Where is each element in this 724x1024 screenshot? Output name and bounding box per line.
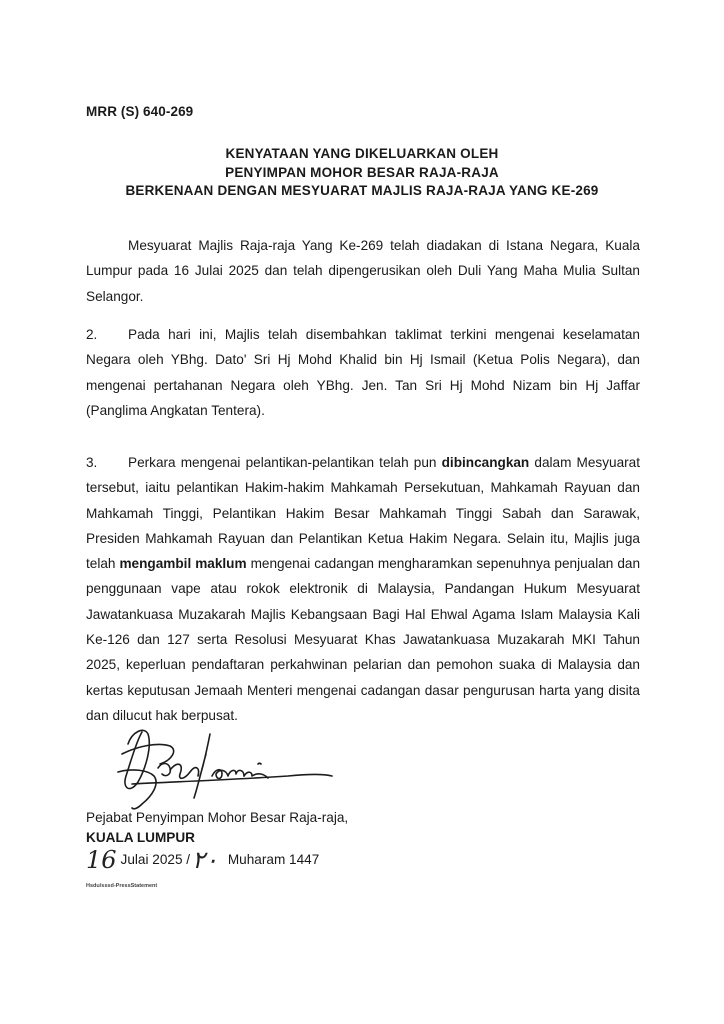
paragraph-2 [86, 322, 640, 423]
paragraph-1 [86, 233, 640, 309]
paragraph-3-text-c: mengenai cadangan mengharamkan sepenuhnya penjualan dan penggunaan vape atau rokok elektronik di Malaysia, Pandangan Hukum Mesyuarat Jawatankuasa Muzakarah Majlis Kebangsaan Bagi Hal Ehwal Agama Islam Malaysia Kali Ke-126 dan 127 serta Resolusi Mesyuarat Khas Jawatankuasa Muzakarah MKI Tahun 2025, keperluan pendaftaran perkahwinan pelarian dan pemohon suaka di Malaysia dan kertas keputusan Jemaah Menteri mengenai cadangan dasar pengurusan harta yang disita dan dilucut hak berpusat. [86, 556, 641, 723]
file-reference: Hsdu/sssd-PressStatement [86, 883, 158, 889]
hijri-date-text: Muharam 1447 [227, 852, 320, 867]
document-title [86, 145, 638, 201]
gregorian-date-text: Julai 2025 / [120, 852, 191, 867]
paragraph-2-number: 2. [86, 327, 98, 342]
paragraph-1-text: Mesyuarat Majlis Raja-raja Yang Ke-269 telah diadakan di Istana Negara, Kuala Lumpur pada 16 Julai 2025 dan telah dipengerusikan oleh Duli Yang Maha Mulia Sultan Selangor. [86, 238, 640, 304]
title-line-3: BERKENAAN DENGAN MESYUARAT MAJLIS RAJA-RAJA YANG KE-269 [125, 183, 599, 198]
reference-number: MRR (S) 640-269 [86, 104, 194, 119]
handwritten-signature [108, 724, 338, 816]
paragraph-3-text-a: Perkara mengenai pelantikan-pelantikan telah pun [128, 455, 437, 470]
paragraph-3-text-b: dalam Mesyuarat tersebut, iaitu pelantikan Hakim-hakim Mahkamah Persekutuan, Mahkamah Rayuan dan Mahkamah Tinggi, Pelantikan Hakim Besar Mahkamah Tinggi Sabah dan Sarawak, Presiden Mahkamah Rayuan dan Pelantikan Ketua Hakim Negara. Selain itu, Majlis juga telah [86, 455, 641, 572]
issuing-office [86, 808, 348, 848]
office-city: KUALA LUMPUR [86, 830, 195, 845]
paragraph-2-text: Pada hari ini, Majlis telah disembahkan taklimat terkini mengenai keselamatan Negara oleh YBhg. Dato' Sri Hj Mohd Khalid bin Hj Ismail (Ketua Polis Negara), dan mengenai pertahanan Negara oleh YBhg. Jen. Tan Sri Hj Mohd Nizam bin Hj Jaffar (Panglima Angkatan Tentera). [86, 327, 640, 418]
office-name: Pejabat Penyimpan Mohor Besar Raja-raja, [86, 810, 349, 825]
paragraph-3 [86, 450, 640, 728]
paragraph-3-bold-b: mengambil maklum [119, 556, 247, 572]
handwritten-day: 16 [86, 846, 117, 874]
title-line-2: PENYIMPAN MOHOR BESAR RAJA-RAJA [225, 164, 499, 180]
handwritten-hijri-day: ٢٠ [192, 846, 218, 874]
paragraph-3-bold-a: dibincangkan [441, 455, 530, 470]
title-line-1: KENYATAAN YANG DIKELUARKAN OLEH [225, 146, 499, 161]
paragraph-3-number: 3. [86, 455, 98, 470]
date-line [86, 848, 319, 872]
